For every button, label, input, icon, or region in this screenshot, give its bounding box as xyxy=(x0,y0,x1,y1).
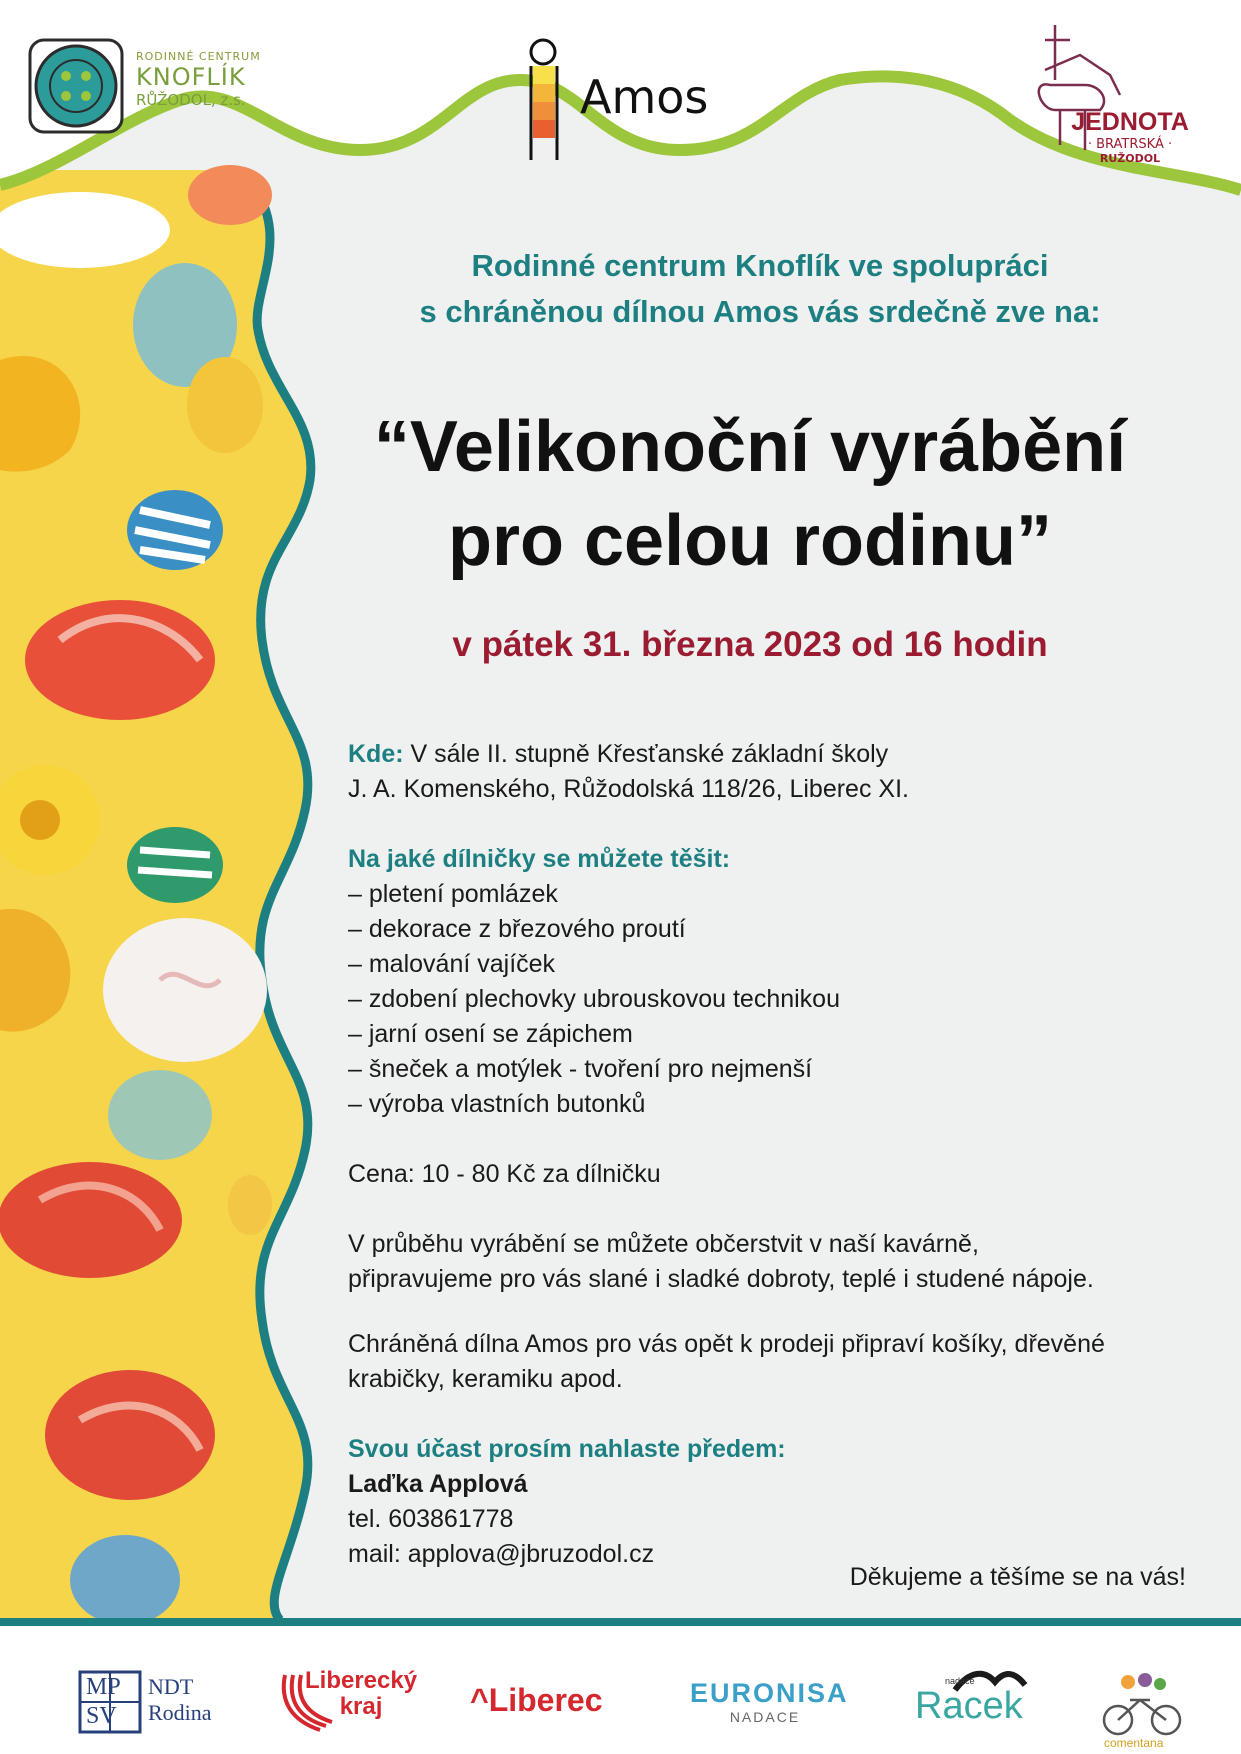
sale-line2: krabičky, keramiku apod. xyxy=(348,1365,623,1393)
euronisa-name: EURONISA xyxy=(690,1678,849,1708)
workshops-section xyxy=(348,842,1208,1122)
mpsv-bottom: SV xyxy=(86,1703,117,1729)
contact-heading: Svou účast prosím nahlaste předem: xyxy=(348,1435,786,1463)
cafe-line1: V průběhu vyrábění se můžete občerstvit v naší kavárně, xyxy=(348,1230,979,1258)
sale-section xyxy=(348,1327,1208,1397)
list-item: – pletení pomlázek xyxy=(348,880,558,908)
green-striped-egg xyxy=(127,827,223,903)
list-item: – jarní osení se zápichem xyxy=(348,1020,633,1048)
event-date: v pátek 31. března 2023 od 16 hodin xyxy=(452,625,1048,664)
jednota-logo xyxy=(1060,108,1200,165)
contact-mail: mail: applova@jbruzodol.cz xyxy=(348,1540,655,1568)
workshops-heading: Na jaké dílničky se můžete těšit: xyxy=(348,845,731,873)
amos-name: Amos xyxy=(580,70,709,124)
white-egg xyxy=(103,918,267,1062)
contact-section xyxy=(348,1432,1208,1572)
contact-name: Laďka Applová xyxy=(348,1470,528,1498)
where-label: Kde: xyxy=(348,740,404,768)
amos-logo xyxy=(580,70,708,124)
thanks-note: Děkujeme a těšíme se na vás! xyxy=(849,1563,1186,1591)
intro-heading xyxy=(330,243,1190,335)
contact-tel: tel. 603861778 xyxy=(348,1505,514,1533)
comentana-logo: comentana xyxy=(1104,1736,1164,1750)
small-yellow-egg xyxy=(228,1175,272,1235)
title-line2: pro celou rodinu” xyxy=(448,501,1052,581)
liberec-logo: ^Liberec xyxy=(470,1682,603,1718)
mpsv-logo xyxy=(80,1672,140,1732)
mint-egg xyxy=(108,1070,212,1160)
liberecky-kraj-logo xyxy=(305,1668,417,1720)
event-title xyxy=(300,400,1200,588)
list-item: – zdobení plechovky ubrouskovou technikou xyxy=(348,985,840,1013)
jednota-line1: JEDNOTA xyxy=(1071,108,1189,136)
ndt-line2: Rodina xyxy=(148,1700,212,1725)
mpsv-top: MP xyxy=(86,1674,121,1700)
intro-line1: Rodinné centrum Knoflík ve spolupráci xyxy=(471,248,1049,283)
racek-pre: nadace xyxy=(945,1676,975,1686)
lk-line2: kraj xyxy=(339,1693,383,1720)
orange-egg xyxy=(188,165,272,225)
ndt-rodina-logo xyxy=(148,1674,212,1726)
knoflik-line3: RŮŽODOL, z.s. xyxy=(136,91,246,109)
knoflik-logo xyxy=(136,50,261,109)
intro-line2: s chráněnou dílnou Amos vás srdečně zve na: xyxy=(419,294,1101,329)
list-item: – malování vajíček xyxy=(348,950,556,978)
title-line1: “Velikonoční vyrábění xyxy=(373,407,1127,487)
cafe-line2: připravujeme pro vás slané i sladké dobroty, teplé i studené nápoje. xyxy=(348,1265,1094,1293)
knoflik-line1: RODINNÉ CENTRUM xyxy=(136,50,261,63)
knoflik-button-icon xyxy=(30,40,122,132)
knoflik-line2: KNOFLÍK xyxy=(136,63,246,91)
lk-line1: Liberecký xyxy=(305,1667,418,1694)
euronisa-logo xyxy=(690,1678,849,1725)
bottom-band xyxy=(0,1618,1241,1626)
where-line1: V sále II. stupně Křesťanské základní školy xyxy=(403,740,889,768)
racek-logo xyxy=(915,1676,1023,1726)
jednota-line3: RUŽODOL xyxy=(1099,152,1161,165)
where-line2: J. A. Komenského, Růžodolská 118/26, Liberec XI. xyxy=(348,775,909,803)
jednota-line2: · BRATRSKÁ · xyxy=(1087,137,1173,152)
bottom-blue-egg xyxy=(70,1535,180,1625)
cafe-section xyxy=(348,1227,1208,1297)
list-item: – výroba vlastních butonků xyxy=(348,1090,646,1118)
price: Cena: 10 - 80 Kč za dílničku xyxy=(348,1160,661,1188)
ndt-line1: NDT xyxy=(148,1674,194,1699)
racek-name: Racek xyxy=(915,1685,1023,1727)
where-section xyxy=(348,737,1208,807)
sale-line1: Chráněná dílna Amos pro vás opět k prodeji připraví košíky, dřevěné xyxy=(348,1330,1105,1358)
list-item: – dekorace z březového proutí xyxy=(348,915,686,943)
euronisa-sub: NADACE xyxy=(729,1709,801,1725)
yellow-egg xyxy=(187,357,263,453)
list-item: – šneček a motýlek - tvoření pro nejmenší xyxy=(348,1055,813,1083)
